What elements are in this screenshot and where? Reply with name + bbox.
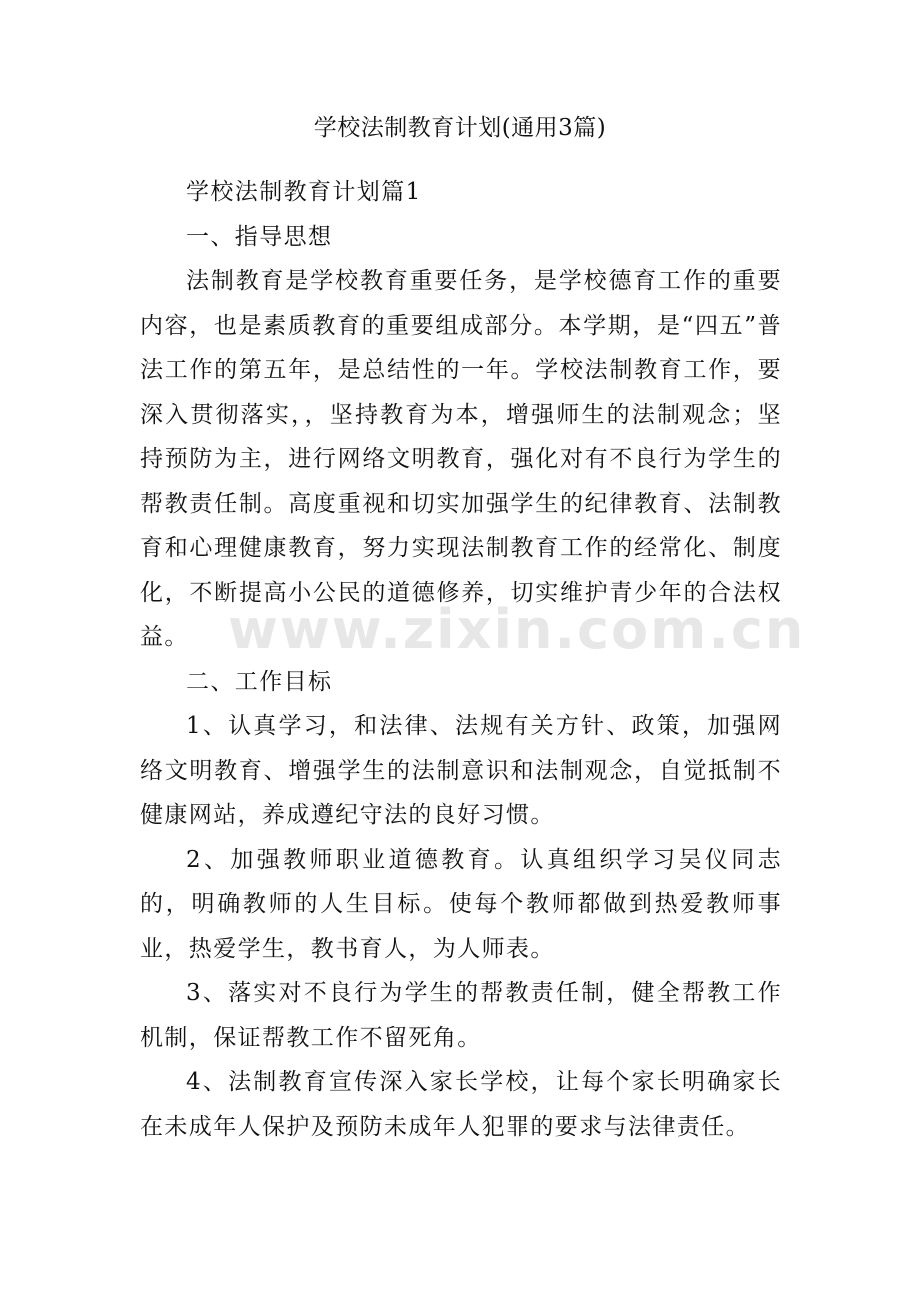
document-title: 学校法制教育计划(通用3篇) — [313, 115, 607, 141]
goal-item-1: 1、认真学习，和法律、法规有关方针、政策，加强网络文明教育、增强学生的法制意识和法制观念，自觉抵制不健康网站，养成遵纪守法的良好习惯。 — [140, 713, 782, 828]
goal-item-3: 3、落实对不良行为学生的帮教责任制，健全帮教工作机制，保证帮教工作不留死角。 — [140, 980, 782, 1051]
heading-work-goals: 二、工作目标 — [186, 668, 333, 695]
section-title: 学校法制教育计划篇1 — [186, 179, 422, 205]
watermark: www.zixin.com.cn — [228, 598, 806, 661]
goal-item-2: 2、加强教师职业道德教育。认真组织学习吴仪同志的，明确教师的人生目标。使每个教师都做到热爱教师事业，热爱学生，教书育人，为人师表。 — [140, 846, 782, 962]
heading-guiding-thought: 一、指导思想 — [186, 223, 333, 250]
goal-item-4: 4、法制教育宣传深入家长学校，让每个家长明确家长在未成年人保护及预防未成年人犯罪的要求与法律责任。 — [140, 1069, 782, 1140]
paragraph-guiding-thought: 法制教育是学校教育重要任务，是学校德育工作的重要内容，也是素质教育的重要组成部分。本学期，是“四五”普法工作的第五年，是总结性的一年。学校法制教育工作，要深入贯彻落实，，坚持教育为本，增强师生的法制观念；坚持预防为主，进行网络文明教育，强化对有不良行为学生的帮教责任制。高度重视和切实加强学生的纪律教育、法制教育和心理健康教育，努力实现法制教育工作的经常化、制度化，不断提高小公民的道德修养，切实维护青少年的合法权益。 — [140, 268, 782, 650]
document-body — [140, 170, 782, 1149]
